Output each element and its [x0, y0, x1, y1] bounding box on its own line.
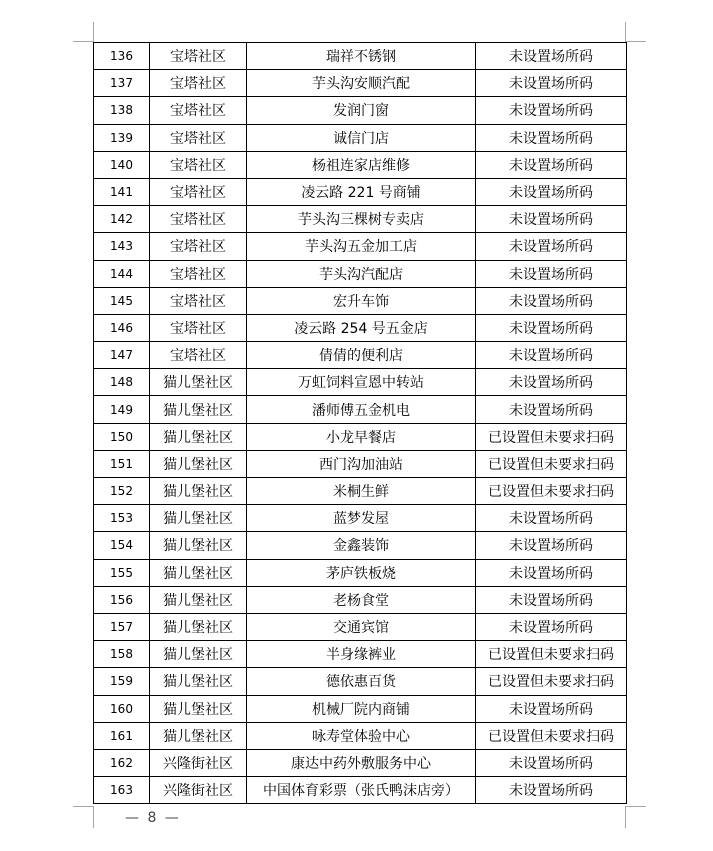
community-cell: 宝塔社区 [150, 43, 247, 70]
venue-name-cell: 半身缘裤业 [247, 641, 476, 668]
venue-name-cell: 诚信门店 [247, 124, 476, 151]
venue-name-cell: 倩倩的便利店 [247, 342, 476, 369]
venue-table [93, 42, 627, 804]
row-number-cell: 140 [94, 151, 150, 178]
table-row [94, 314, 627, 341]
row-number-cell: 162 [94, 749, 150, 776]
community-cell: 宝塔社区 [150, 206, 247, 233]
community-cell: 宝塔社区 [150, 233, 247, 260]
community-cell: 宝塔社区 [150, 97, 247, 124]
community-cell: 猫儿堡社区 [150, 695, 247, 722]
table-row [94, 478, 627, 505]
table-row [94, 505, 627, 532]
community-cell: 猫儿堡社区 [150, 586, 247, 613]
community-cell: 猫儿堡社区 [150, 532, 247, 559]
table-row [94, 233, 627, 260]
code-status-cell: 未设置场所码 [476, 396, 627, 423]
community-cell: 宝塔社区 [150, 342, 247, 369]
row-number-cell: 147 [94, 342, 150, 369]
code-status-cell: 未设置场所码 [476, 70, 627, 97]
code-status-cell: 已设置但未要求扫码 [476, 423, 627, 450]
code-status-cell: 未设置场所码 [476, 233, 627, 260]
venue-name-cell: 交通宾馆 [247, 613, 476, 640]
code-status-cell: 未设置场所码 [476, 43, 627, 70]
table-row [94, 423, 627, 450]
community-cell: 猫儿堡社区 [150, 722, 247, 749]
crop-mark [625, 806, 626, 828]
code-status-cell: 未设置场所码 [476, 124, 627, 151]
venue-name-cell: 金鑫装饰 [247, 532, 476, 559]
code-status-cell: 未设置场所码 [476, 369, 627, 396]
row-number-cell: 157 [94, 613, 150, 640]
community-cell: 猫儿堡社区 [150, 369, 247, 396]
crop-mark [625, 22, 626, 42]
table-row [94, 559, 627, 586]
table-row [94, 695, 627, 722]
venue-name-cell: 德依惠百货 [247, 668, 476, 695]
table-row [94, 722, 627, 749]
code-status-cell: 未设置场所码 [476, 749, 627, 776]
row-number-cell: 148 [94, 369, 150, 396]
community-cell: 宝塔社区 [150, 124, 247, 151]
community-cell: 宝塔社区 [150, 260, 247, 287]
table-row [94, 532, 627, 559]
venue-name-cell: 发润门窗 [247, 97, 476, 124]
code-status-cell: 未设置场所码 [476, 342, 627, 369]
row-number-cell: 138 [94, 97, 150, 124]
code-status-cell: 已设置但未要求扫码 [476, 668, 627, 695]
row-number-cell: 153 [94, 505, 150, 532]
code-status-cell: 未设置场所码 [476, 777, 627, 804]
venue-name-cell: 潘师傅五金机电 [247, 396, 476, 423]
code-status-cell: 未设置场所码 [476, 260, 627, 287]
code-status-cell: 未设置场所码 [476, 287, 627, 314]
venue-name-cell: 西门沟加油站 [247, 450, 476, 477]
community-cell: 猫儿堡社区 [150, 668, 247, 695]
code-status-cell: 未设置场所码 [476, 314, 627, 341]
community-cell: 宝塔社区 [150, 151, 247, 178]
row-number-cell: 158 [94, 641, 150, 668]
community-cell: 宝塔社区 [150, 70, 247, 97]
community-cell: 兴隆街社区 [150, 749, 247, 776]
row-number-cell: 151 [94, 450, 150, 477]
code-status-cell: 已设置但未要求扫码 [476, 722, 627, 749]
table-row [94, 396, 627, 423]
row-number-cell: 156 [94, 586, 150, 613]
venue-name-cell: 瑞祥不锈钢 [247, 43, 476, 70]
table-row [94, 450, 627, 477]
code-status-cell: 已设置但未要求扫码 [476, 478, 627, 505]
venue-name-cell: 宏升车饰 [247, 287, 476, 314]
community-cell: 猫儿堡社区 [150, 559, 247, 586]
venue-name-cell: 芋头沟五金加工店 [247, 233, 476, 260]
venue-name-cell: 万虹饲料宣恩中转站 [247, 369, 476, 396]
code-status-cell: 未设置场所码 [476, 178, 627, 205]
community-cell: 宝塔社区 [150, 178, 247, 205]
table-row [94, 342, 627, 369]
venue-name-cell: 杨祖连家店维修 [247, 151, 476, 178]
table-row [94, 613, 627, 640]
venue-name-cell: 小龙早餐店 [247, 423, 476, 450]
row-number-cell: 163 [94, 777, 150, 804]
code-status-cell: 未设置场所码 [476, 559, 627, 586]
row-number-cell: 141 [94, 178, 150, 205]
table-row [94, 70, 627, 97]
table-row [94, 641, 627, 668]
community-cell: 猫儿堡社区 [150, 613, 247, 640]
venue-name-cell: 咏寿堂体验中心 [247, 722, 476, 749]
page-number: — 8 — [125, 810, 181, 826]
table-row [94, 260, 627, 287]
row-number-cell: 150 [94, 423, 150, 450]
venue-name-cell: 凌云路 221 号商铺 [247, 178, 476, 205]
venue-name-cell: 凌云路 254 号五金店 [247, 314, 476, 341]
crop-mark [73, 806, 93, 807]
venue-name-cell: 茅庐铁板烧 [247, 559, 476, 586]
code-status-cell: 未设置场所码 [476, 695, 627, 722]
code-status-cell: 未设置场所码 [476, 505, 627, 532]
row-number-cell: 160 [94, 695, 150, 722]
venue-name-cell: 米桐生鲜 [247, 478, 476, 505]
code-status-cell: 未设置场所码 [476, 206, 627, 233]
row-number-cell: 146 [94, 314, 150, 341]
table-body [94, 43, 627, 804]
code-status-cell: 未设置场所码 [476, 532, 627, 559]
table-row [94, 206, 627, 233]
row-number-cell: 155 [94, 559, 150, 586]
venue-name-cell: 芋头沟三棵树专卖店 [247, 206, 476, 233]
code-status-cell: 已设置但未要求扫码 [476, 450, 627, 477]
community-cell: 猫儿堡社区 [150, 641, 247, 668]
table-row [94, 178, 627, 205]
code-status-cell: 已设置但未要求扫码 [476, 641, 627, 668]
crop-mark [93, 806, 94, 828]
table-row [94, 287, 627, 314]
row-number-cell: 159 [94, 668, 150, 695]
table-row [94, 749, 627, 776]
community-cell: 猫儿堡社区 [150, 505, 247, 532]
row-number-cell: 143 [94, 233, 150, 260]
table-row [94, 43, 627, 70]
crop-mark [93, 22, 94, 42]
table-row [94, 777, 627, 804]
community-cell: 宝塔社区 [150, 287, 247, 314]
code-status-cell: 未设置场所码 [476, 151, 627, 178]
row-number-cell: 144 [94, 260, 150, 287]
row-number-cell: 161 [94, 722, 150, 749]
crop-mark [626, 41, 646, 42]
venue-name-cell: 老杨食堂 [247, 586, 476, 613]
code-status-cell: 未设置场所码 [476, 97, 627, 124]
community-cell: 宝塔社区 [150, 314, 247, 341]
community-cell: 猫儿堡社区 [150, 478, 247, 505]
row-number-cell: 137 [94, 70, 150, 97]
table-row [94, 586, 627, 613]
row-number-cell: 152 [94, 478, 150, 505]
table-row [94, 124, 627, 151]
community-cell: 猫儿堡社区 [150, 450, 247, 477]
table-row [94, 151, 627, 178]
table-row [94, 97, 627, 124]
row-number-cell: 149 [94, 396, 150, 423]
code-status-cell: 未设置场所码 [476, 613, 627, 640]
venue-name-cell: 芋头沟汽配店 [247, 260, 476, 287]
table-row [94, 369, 627, 396]
table-row [94, 668, 627, 695]
venue-name-cell: 康达中药外敷服务中心 [247, 749, 476, 776]
venue-name-cell: 机械厂院内商铺 [247, 695, 476, 722]
row-number-cell: 145 [94, 287, 150, 314]
community-cell: 兴隆街社区 [150, 777, 247, 804]
code-status-cell: 未设置场所码 [476, 586, 627, 613]
row-number-cell: 154 [94, 532, 150, 559]
community-cell: 猫儿堡社区 [150, 423, 247, 450]
crop-mark [73, 41, 93, 42]
row-number-cell: 136 [94, 43, 150, 70]
venue-name-cell: 蓝梦发屋 [247, 505, 476, 532]
row-number-cell: 139 [94, 124, 150, 151]
community-cell: 猫儿堡社区 [150, 396, 247, 423]
venue-name-cell: 中国体育彩票（张氏鸭沫店旁） [247, 777, 476, 804]
row-number-cell: 142 [94, 206, 150, 233]
venue-name-cell: 芋头沟安顺汽配 [247, 70, 476, 97]
crop-mark [626, 806, 646, 807]
